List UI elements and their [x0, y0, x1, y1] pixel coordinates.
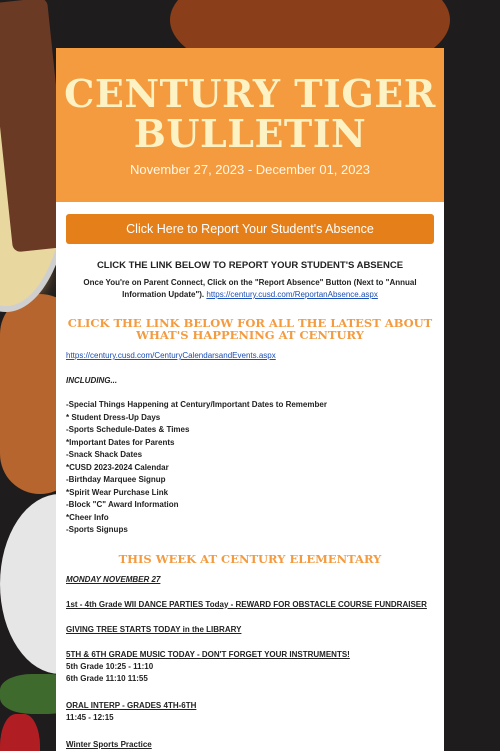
absence-heading: CLICK THE LINK BELOW TO REPORT YOUR STUDENT'S ABSENCE — [96, 260, 404, 271]
date-range: November 27, 2023 - December 01, 2023 — [130, 162, 370, 177]
day-heading: MONDAY NOVEMBER 27 — [66, 574, 161, 584]
including-list — [66, 399, 434, 537]
list-item: -Special Things Happening at Century/Important Dates to Remember — [66, 400, 327, 409]
newsletter-content — [56, 202, 444, 749]
absence-instructions-text: Once You're on Parent Connect, Click on the "Report Absence" Button (Next to "Annual Information Update"). — [83, 278, 417, 299]
event-item — [66, 625, 434, 634]
newsletter-card — [56, 48, 444, 751]
event-title: Winter Sports Practice — [66, 739, 152, 749]
list-item: *Cheer Info — [66, 512, 109, 522]
event-title: 5TH & 6TH GRADE MUSIC TODAY - DON'T FORGET YOUR INSTRUMENTS! — [66, 649, 350, 659]
newsletter-header — [56, 48, 444, 202]
list-item: *Spirit Wear Purchase Link — [66, 487, 169, 497]
event-item — [66, 600, 434, 609]
event-item — [66, 701, 434, 724]
event-title: 1st - 4th Grade WII DANCE PARTIES Today - REWARD FOR OBSTACLE COURSE FUNDRAISER — [66, 599, 427, 609]
berries-image — [0, 714, 40, 751]
list-item: -Sports Schedule-Dates & Times — [66, 425, 190, 434]
list-item: *CUSD 2023-2024 Calendar — [66, 462, 169, 472]
event-detail: 11:45 - 12:15 — [66, 712, 114, 722]
event-item — [66, 650, 434, 685]
list-item: * Student Dress-Up Days — [66, 412, 161, 422]
report-absence-button[interactable]: Click Here to Report Your Student's Absence — [66, 214, 434, 244]
calendar-events-link[interactable]: https://century.cusd.com/CenturyCalendarsandEvents.aspx — [66, 351, 276, 360]
list-item: -Snack Shack Dates — [66, 450, 143, 459]
latest-heading: CLICK THE LINK BELOW FOR ALL THE LATEST ABOUT WHAT'S HAPPENING AT CENTURY — [67, 316, 433, 342]
event-item — [66, 740, 434, 749]
list-item: -Block "C" Award Information — [66, 500, 179, 509]
list-item: -Sports Signups — [66, 525, 128, 534]
event-title: GIVING TREE STARTS TODAY in the LIBRARY — [66, 624, 242, 634]
week-heading: THIS WEEK AT CENTURY ELEMENTARY — [118, 551, 382, 566]
calendar-link-line — [66, 351, 434, 360]
report-absence-link[interactable]: https://century.cusd.com/ReportanAbsence.aspx — [206, 290, 378, 299]
including-label: INCLUDING... — [66, 376, 118, 385]
newsletter-title: CENTURY TIGER BULLETIN — [64, 71, 436, 156]
list-item: *Important Dates for Parents — [66, 437, 175, 447]
event-detail: 5th Grade 10:25 - 11:10 — [66, 661, 154, 671]
list-item: -Birthday Marquee Signup — [66, 475, 166, 484]
absence-instructions — [70, 277, 430, 301]
event-detail: 6th Grade 11:10 11:55 — [66, 673, 148, 683]
event-title: ORAL INTERP - GRADES 4TH-6TH — [66, 700, 197, 710]
